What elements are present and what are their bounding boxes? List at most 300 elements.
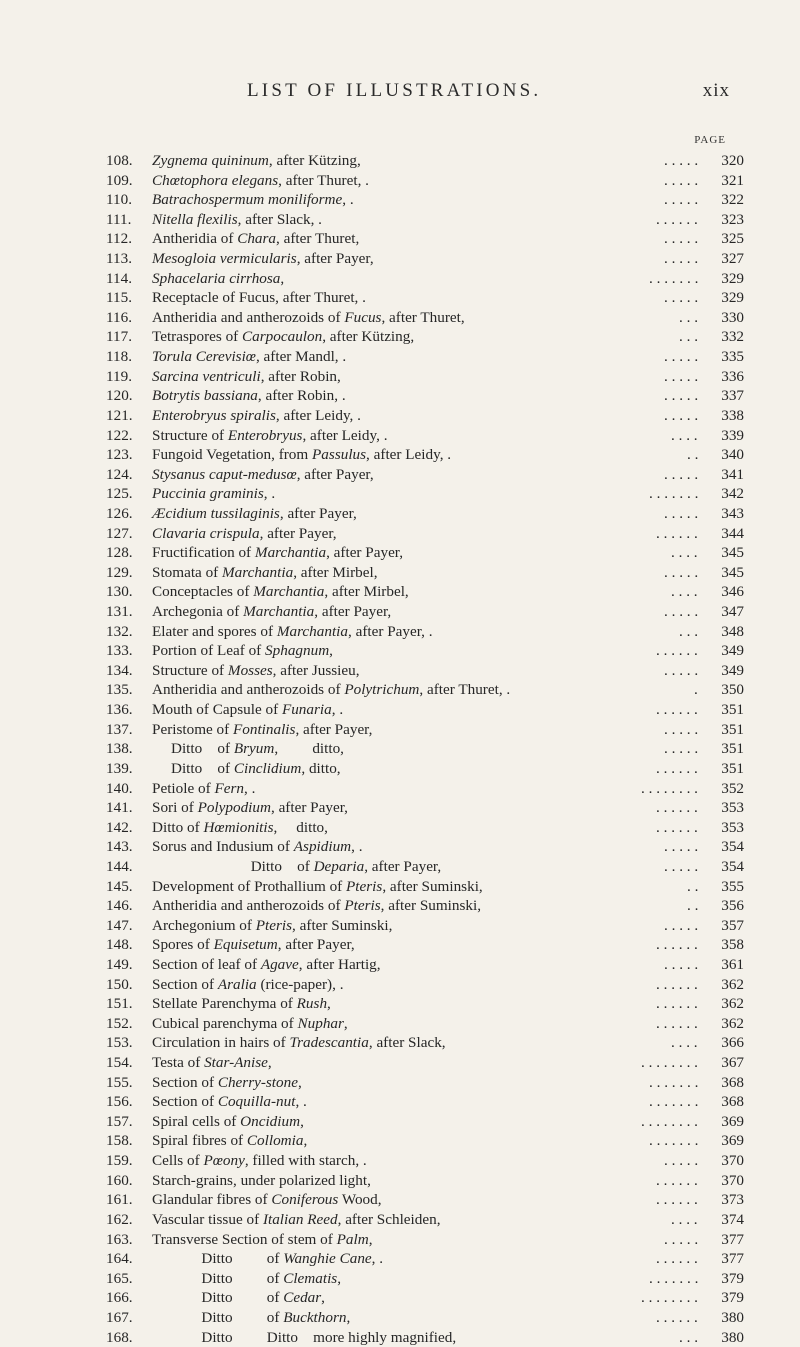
page-number: 377 [721, 1250, 744, 1268]
caption-segment: , [329, 642, 333, 660]
caption-segment: , after Thuret, [381, 308, 465, 326]
caption-italic-segment: Chara [237, 230, 277, 248]
dot-leader: . . [687, 877, 699, 895]
caption-segment: , after Leidy, . [302, 426, 388, 444]
list-item [106, 1249, 744, 1269]
list-item [106, 935, 744, 955]
dot-leader: . . . . [671, 544, 698, 562]
page-number: 358 [721, 936, 744, 954]
caption-segment: Section of [152, 1073, 218, 1091]
figure-number: 113. [106, 250, 133, 268]
caption-italic-segment: Zygnema quininum [152, 152, 269, 169]
figure-caption [152, 877, 483, 897]
caption-italic-segment: Marchantia [253, 583, 325, 601]
page-number: 345 [721, 563, 744, 581]
caption-italic-segment: Bryum [233, 740, 275, 758]
figure-number: 108. [106, 152, 133, 169]
figure-caption [152, 386, 346, 406]
dot-leader: . . . . . [664, 916, 699, 934]
figure-number: 165. [106, 1269, 133, 1287]
figure-number: 168. [106, 1328, 133, 1346]
caption-segment: , after Payer, [296, 250, 374, 268]
dot-leader: . . . . . [664, 289, 699, 307]
dot-leader: . . . . . [664, 250, 699, 268]
caption-segment: Sori of [152, 799, 198, 817]
caption-segment: Spores of [152, 936, 214, 954]
caption-segment: , ditto, [274, 740, 344, 758]
dot-leader: . . . [679, 1328, 698, 1346]
figure-number: 167. [106, 1308, 133, 1326]
page-number: 321 [721, 171, 744, 189]
page-number: 343 [721, 504, 744, 522]
dot-leader: . . . . . . [656, 1014, 698, 1032]
dot-leader: . . . . . [664, 406, 699, 424]
list-item [106, 1190, 744, 1210]
figure-caption [152, 1073, 302, 1093]
list-item [106, 347, 744, 367]
dot-leader: . . . . . . [656, 1171, 698, 1189]
page-number: 351 [721, 740, 744, 758]
caption-segment: Ditto of [152, 1308, 284, 1326]
list-item [106, 367, 744, 387]
caption-italic-segment: Coquilla-nut [217, 1093, 296, 1111]
list-item [106, 1092, 744, 1112]
dot-leader: . . . . . . . [649, 1132, 699, 1150]
caption-italic-segment: Hœmionitis [203, 818, 274, 836]
figure-caption [152, 327, 414, 347]
figure-caption [152, 171, 369, 191]
caption-segment: Archegonia of [152, 603, 244, 621]
list-item [106, 857, 744, 877]
caption-segment: , . [351, 838, 363, 856]
dot-leader: . . . . . . [656, 799, 698, 817]
caption-italic-segment: Mosses [227, 661, 273, 679]
figure-caption [152, 700, 343, 720]
figure-caption [152, 229, 359, 249]
caption-segment: Ditto of [152, 740, 234, 758]
figure-number: 146. [106, 897, 133, 915]
page-number: 380 [721, 1328, 744, 1346]
caption-italic-segment: Polytrichum [344, 681, 420, 699]
caption-segment: Glandular fibres of [152, 1191, 272, 1209]
caption-segment: Fungoid Vegetation, from [152, 446, 313, 464]
page-number: 329 [721, 289, 744, 307]
caption-segment: , after Payer, [326, 544, 404, 562]
dot-leader: . . . . . [664, 367, 699, 385]
dot-leader: . . . . . . [656, 1308, 698, 1326]
caption-segment: Antheridia of [152, 230, 238, 248]
caption-segment: , [368, 1230, 373, 1248]
caption-segment: , [300, 1112, 304, 1130]
list-item [106, 1151, 744, 1171]
page-number: 337 [721, 387, 744, 405]
caption-segment: Receptacle of Fucus, after Thuret, . [152, 289, 366, 307]
list-item [106, 1288, 744, 1308]
page-number: 374 [721, 1210, 744, 1228]
figure-number: 122. [106, 426, 133, 444]
dot-leader: . [694, 681, 698, 699]
list-item [106, 680, 744, 700]
caption-segment: , . [331, 701, 344, 719]
dot-leader: . . . . . . [656, 759, 698, 777]
list-item [106, 1328, 744, 1347]
figure-number: 139. [106, 759, 133, 777]
page-number: 352 [721, 779, 744, 797]
figure-caption [152, 1328, 456, 1347]
page-number: 351 [721, 759, 744, 777]
caption-segment: , after Thuret, [276, 230, 360, 248]
list-item [106, 622, 744, 642]
page-number: 351 [721, 720, 744, 738]
list-item [106, 779, 744, 799]
dot-leader: . . . . . [664, 563, 699, 581]
figure-number: 133. [106, 642, 133, 660]
dot-leader: . . . . . [664, 1230, 699, 1248]
caption-italic-segment: Palm [336, 1230, 369, 1248]
figure-caption [152, 269, 284, 289]
figure-caption [152, 1112, 304, 1132]
figure-caption [152, 1014, 348, 1034]
caption-segment: , after Kützing, [322, 328, 415, 346]
figure-caption [152, 1171, 371, 1191]
page-number: 340 [721, 446, 744, 464]
caption-segment: Testa of [152, 1054, 205, 1072]
page-number: 362 [721, 995, 744, 1013]
caption-segment: , after Schleiden, [337, 1210, 441, 1228]
caption-segment: Circulation in hairs of [152, 1034, 290, 1052]
page-column-heading: PAGE [694, 134, 726, 146]
figure-number: 154. [106, 1054, 133, 1072]
page-number: 344 [721, 524, 744, 542]
list-item [106, 916, 744, 936]
caption-segment: , . [371, 1250, 384, 1268]
caption-italic-segment: Nitella flexilis [152, 210, 238, 228]
figure-number: 149. [106, 955, 133, 973]
dot-leader: . . . . . [664, 348, 699, 366]
caption-italic-segment: Clematis [283, 1269, 338, 1287]
caption-segment: , [337, 1269, 342, 1287]
dot-leader: . . . . . [664, 857, 699, 875]
list-item [106, 484, 744, 504]
figure-caption [152, 896, 481, 916]
caption-segment: , after Jussieu, [272, 661, 360, 679]
dot-leader: . . . . . [664, 171, 699, 189]
page-number: 368 [721, 1093, 744, 1111]
list-item [106, 818, 744, 838]
page-number: 357 [721, 916, 744, 934]
list-item [106, 1112, 744, 1132]
caption-segment: Cubical parenchyma of [152, 1014, 298, 1032]
figure-number: 141. [106, 799, 133, 817]
caption-italic-segment: Passulus [312, 446, 367, 464]
figure-number: 142. [106, 818, 133, 836]
figure-caption [152, 1092, 307, 1112]
list-item [106, 1269, 744, 1289]
caption-segment: , after Slack, . [237, 210, 322, 228]
figure-caption [152, 1230, 372, 1250]
dot-leader: . . . . . . . [649, 1269, 699, 1287]
figure-number: 158. [106, 1132, 133, 1150]
figure-caption [152, 465, 374, 485]
page-number: 338 [721, 406, 744, 424]
caption-segment: Ditto of [152, 818, 204, 836]
figure-number: 123. [106, 446, 133, 464]
caption-segment: Tetraspores of [152, 328, 243, 346]
dot-leader: . . . . . . [656, 995, 698, 1013]
figure-number: 157. [106, 1112, 133, 1130]
caption-segment: , after Mirbel, [324, 583, 409, 601]
caption-italic-segment: Enterobryus spiralis [152, 406, 276, 424]
list-item [106, 543, 744, 563]
dot-leader: . . . . . . . [649, 485, 699, 503]
figure-number: 114. [106, 269, 133, 287]
figure-number: 134. [106, 661, 133, 679]
caption-segment: , ditto, [273, 818, 328, 836]
figure-number: 124. [106, 465, 133, 483]
figure-caption [152, 543, 403, 563]
caption-segment: , after Robin, . [257, 387, 346, 405]
list-item [106, 798, 744, 818]
caption-segment: Stomata of [152, 563, 223, 581]
figure-caption [152, 955, 381, 975]
figure-caption [152, 367, 341, 387]
dot-leader: . . . . . [664, 720, 699, 738]
caption-segment: Stellate Parenchyma of [152, 995, 297, 1013]
caption-segment: , . [295, 1093, 307, 1111]
list-item [106, 406, 744, 426]
caption-italic-segment: Italian Reed [262, 1210, 338, 1228]
caption-segment: , after Payer, [314, 603, 392, 621]
dot-leader: . . . . . . . . [641, 1289, 698, 1307]
page-number: 330 [721, 308, 744, 326]
figure-number: 162. [106, 1210, 133, 1228]
dot-leader: . . . [679, 308, 698, 326]
figure-number: 138. [106, 740, 133, 758]
caption-italic-segment: Chœtophora elegans [152, 171, 279, 189]
figure-caption [152, 524, 337, 544]
dot-leader: . . . . . . [656, 818, 698, 836]
figure-caption [152, 1288, 325, 1308]
figure-number: 161. [106, 1191, 133, 1209]
dot-leader: . . . . . . [656, 936, 698, 954]
caption-italic-segment: Marchantia [276, 622, 348, 640]
figure-caption [152, 1053, 272, 1073]
figure-number: 110. [106, 191, 133, 209]
caption-segment: Petiole of [152, 779, 215, 797]
dot-leader: . . . . . . [656, 524, 698, 542]
page-number: 377 [721, 1230, 744, 1248]
caption-segment: , after Hartig, [298, 955, 381, 973]
caption-segment: Conceptacles of [152, 583, 254, 601]
figure-caption [152, 1210, 441, 1230]
list-item [106, 524, 744, 544]
figure-caption [152, 1190, 382, 1210]
figure-caption [152, 661, 360, 681]
caption-italic-segment: Fucus [344, 308, 382, 326]
figure-caption [152, 857, 441, 877]
dot-leader: . . . . [671, 583, 698, 601]
list-item [106, 210, 744, 230]
page-number: 347 [721, 603, 744, 621]
running-head: LIST OF ILLUSTRATIONS. [247, 80, 542, 101]
dot-leader: . . . . . . [656, 210, 698, 228]
caption-italic-segment: Star-Anise [204, 1054, 268, 1072]
list-item [106, 896, 744, 916]
caption-italic-segment: Marchantia [254, 544, 327, 562]
caption-italic-segment: Equisetum [213, 936, 278, 954]
figure-number: 150. [106, 975, 133, 993]
caption-segment: Ditto Ditto more highly magnified, [152, 1328, 457, 1346]
list-item [106, 700, 744, 720]
figure-caption [152, 759, 341, 779]
caption-italic-segment: Agave [260, 955, 299, 973]
list-item [106, 955, 744, 975]
dot-leader: . . . . . [664, 465, 699, 483]
caption-segment: , after Payer, [259, 524, 337, 542]
dot-leader: . . . . . [664, 504, 699, 522]
caption-italic-segment: Botrytis bassiana [152, 387, 258, 405]
figure-number: 160. [106, 1171, 133, 1189]
figure-number: 112. [106, 230, 133, 248]
caption-italic-segment: Nuphar [297, 1014, 344, 1032]
caption-segment: , [346, 1308, 351, 1326]
figure-caption [152, 1269, 341, 1289]
caption-segment: , after Mirbel, [293, 563, 378, 581]
figure-caption [152, 837, 363, 857]
caption-italic-segment: Torula Cerevisiœ [152, 348, 256, 366]
caption-italic-segment: Deparia [313, 857, 365, 875]
page-number: 370 [721, 1171, 744, 1189]
list-item [106, 190, 744, 210]
figure-caption [152, 406, 361, 426]
figure-number: 109. [106, 171, 133, 189]
figure-caption [152, 818, 328, 838]
caption-segment: , after Payer, [364, 857, 442, 875]
caption-segment: Cells of [152, 1152, 204, 1170]
page-number: 342 [721, 485, 744, 503]
caption-segment: Antheridia and antherozoids of [152, 308, 345, 326]
caption-segment: , [267, 1054, 272, 1072]
caption-segment: Ditto of [152, 1250, 284, 1268]
list-item [106, 445, 744, 465]
caption-italic-segment: Coniferous [271, 1191, 339, 1209]
list-item [106, 837, 744, 857]
caption-segment: Antheridia and antherozoids of [152, 897, 345, 915]
caption-segment: , after Kützing, [268, 152, 361, 169]
caption-italic-segment: Pœony [203, 1152, 245, 1170]
figure-caption [152, 602, 391, 622]
dot-leader: . . . . . [664, 838, 699, 856]
page-number: 349 [721, 642, 744, 660]
caption-segment: Spiral cells of [152, 1112, 241, 1130]
caption-segment: Ditto of [152, 1269, 284, 1287]
page-number: 361 [721, 955, 744, 973]
page-number: 354 [721, 838, 744, 856]
caption-segment: , . [243, 779, 256, 797]
figure-caption [152, 1151, 367, 1171]
dot-leader: . . . . . . [656, 642, 698, 660]
figure-number: 115. [106, 289, 133, 307]
figure-number: 121. [106, 406, 133, 424]
page-number: 369 [721, 1112, 744, 1130]
page-number: 332 [721, 328, 744, 346]
dot-leader: . . . . [671, 1210, 698, 1228]
caption-italic-segment: Batrachospermum moniliforme [152, 191, 343, 209]
caption-segment: , filled with starch, . [244, 1152, 367, 1170]
caption-segment: Ditto of [152, 1289, 284, 1307]
dot-leader: . . . . . . . . [641, 1054, 698, 1072]
page-number: 353 [721, 818, 744, 836]
page-number: 353 [721, 799, 744, 817]
dot-leader: . . . . . [664, 191, 699, 209]
figure-caption [152, 210, 322, 230]
caption-italic-segment: Clavaria crispula [152, 524, 260, 542]
caption-segment: Development of Prothallium of [152, 877, 347, 895]
figure-number: 131. [106, 603, 133, 621]
caption-italic-segment: Funaria [281, 701, 332, 719]
caption-italic-segment: Polypodium [197, 799, 271, 817]
caption-segment: Portion of Leaf of [152, 642, 266, 660]
figure-caption [152, 720, 372, 740]
caption-italic-segment: Sarcina ventriculi [152, 367, 261, 385]
caption-segment: , after Suminski, [380, 897, 482, 915]
dot-leader: . . [687, 897, 699, 915]
caption-segment: , after Leidy, . [366, 446, 452, 464]
page-number: 350 [721, 681, 744, 699]
caption-segment: , [343, 1014, 348, 1032]
figure-number: 164. [106, 1250, 133, 1268]
caption-segment: , after Thuret, . [278, 171, 369, 189]
page-number: 368 [721, 1073, 744, 1091]
caption-segment: , after Payer, . [348, 622, 433, 640]
page-number: 380 [721, 1308, 744, 1326]
dot-leader: . . . . . . [656, 975, 698, 993]
figure-number: 143. [106, 838, 133, 856]
page-number: 320 [721, 152, 744, 169]
list-item [106, 249, 744, 269]
caption-italic-segment: Cherry-stone [217, 1073, 298, 1091]
caption-italic-segment: Fontinalis [233, 720, 296, 738]
page-number: 339 [721, 426, 744, 444]
figure-caption [152, 308, 465, 328]
caption-segment: , after Leidy, . [275, 406, 361, 424]
dot-leader: . . . . . . [656, 1191, 698, 1209]
caption-segment: Vascular tissue of [152, 1210, 263, 1228]
caption-italic-segment: Wanghie Cane [283, 1250, 372, 1268]
caption-segment: , after Suminski, [382, 877, 483, 895]
page-folio: xix [702, 80, 730, 101]
list-item [106, 327, 744, 347]
page-number: 322 [721, 191, 744, 209]
page-number: 356 [721, 897, 744, 915]
figure-caption [152, 779, 255, 799]
figure-caption [152, 1131, 307, 1151]
figure-number: 163. [106, 1230, 133, 1248]
caption-italic-segment: Cinclidium [233, 759, 302, 777]
page-number: 379 [721, 1269, 744, 1287]
page-number: 369 [721, 1132, 744, 1150]
figure-number: 117. [106, 328, 133, 346]
figure-caption [152, 916, 392, 936]
page-number: 329 [721, 269, 744, 287]
figure-caption [152, 445, 451, 465]
dot-leader: . . . . . [664, 1152, 699, 1170]
caption-segment: Fructification of [152, 544, 255, 562]
caption-italic-segment: Cedar [283, 1289, 322, 1307]
list-item [106, 465, 744, 485]
figure-caption [152, 641, 333, 661]
page-number: 345 [721, 544, 744, 562]
